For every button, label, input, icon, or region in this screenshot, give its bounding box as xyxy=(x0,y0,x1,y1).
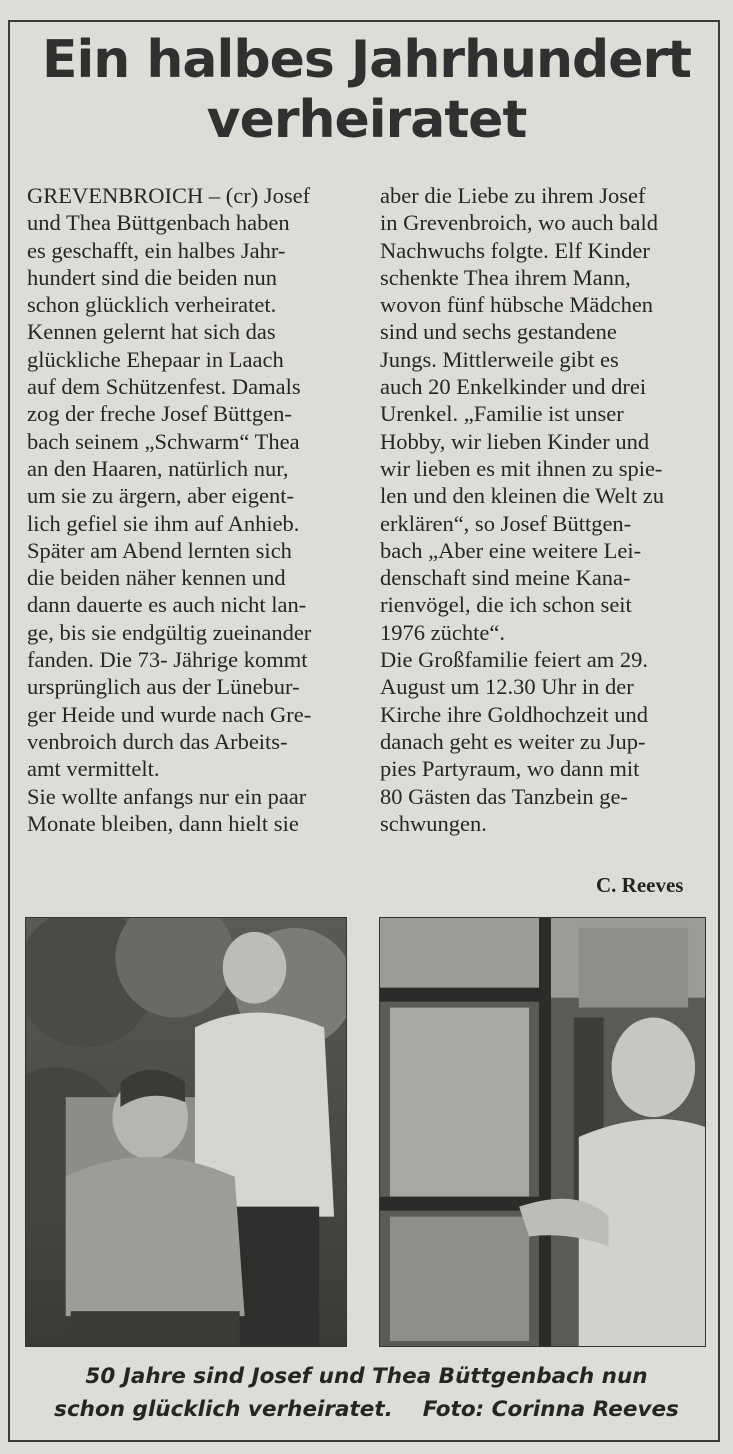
text-line: danach geht es weiter zu Jup- xyxy=(380,728,646,754)
text-line: Urenkel. „Familie ist unser xyxy=(380,401,624,427)
right-column xyxy=(380,182,710,837)
man-with-aviary-photo xyxy=(379,917,706,1347)
text-line: schwungen. xyxy=(380,810,487,836)
text-line: die beiden näher kennen und xyxy=(27,565,286,591)
text-line: erklären“, so Josef Büttgen- xyxy=(380,510,632,536)
headline-line-1: Ein halbes Jahrhundert xyxy=(41,30,692,90)
left-column xyxy=(27,182,362,837)
text-line: und Thea Büttgenbach haben xyxy=(27,210,290,236)
headline-line-2: verheiratet xyxy=(206,90,527,150)
text-line: Jungs. Mittlerweile gibt es xyxy=(380,346,619,372)
text-line: es geschafft, ein halbes Jahr- xyxy=(27,237,286,263)
text-line: zog der freche Josef Büttgen- xyxy=(27,401,292,427)
text-line: sind und sechs gestandene xyxy=(380,319,617,345)
text-line: Monate bleiben, dann hielt sie xyxy=(27,810,299,836)
text-line: schon glücklich verheiratet. xyxy=(27,292,277,318)
text-line: 1976 züchte“. xyxy=(380,619,505,645)
text-line: auch 20 Enkelkinder und drei xyxy=(380,374,647,400)
text-line: um sie zu ärgern, aber eigent- xyxy=(27,483,294,509)
text-line: wovon fünf hübsche Mädchen xyxy=(380,292,654,318)
text-line: glückliche Ehepaar in Laach xyxy=(27,346,284,372)
text-line: Später am Abend lernten sich xyxy=(27,537,292,563)
text-line: Sie wollte anfangs nur ein paar xyxy=(27,783,307,809)
text-line: venbroich durch das Arbeits- xyxy=(27,728,288,754)
text-line: len und den kleinen die Welt zu xyxy=(380,483,664,509)
text-line: wir lieben es mit ihnen zu spie- xyxy=(380,455,663,481)
text-line: aber die Liebe zu ihrem Josef xyxy=(380,183,646,208)
text-line: Hobby, wir lieben Kinder und xyxy=(380,428,650,454)
text-line: schenkte Thea ihrem Mann, xyxy=(380,264,631,290)
text-line: ger Heide und wurde nach Gre- xyxy=(27,701,312,727)
text-line: pies Partyraum, wo dann mit xyxy=(380,756,640,782)
text-line: bach seinem „Schwarm“ Thea xyxy=(27,428,300,454)
text-line: rienvögel, die ich schon seit xyxy=(380,592,632,618)
text-line: auf dem Schützenfest. Damals xyxy=(27,374,301,400)
text-line: Die Großfamilie feiert am 29. xyxy=(380,647,649,673)
photo-caption xyxy=(10,1360,723,1426)
text-line: fanden. Die 73- Jährige kommt xyxy=(27,647,308,673)
text-line: Kirche ihre Goldhochzeit und xyxy=(380,701,649,727)
text-line: hundert sind die beiden nun xyxy=(27,264,277,290)
caption-line-2: schon glücklich verheiratet. Foto: Corinna Reeves xyxy=(54,1397,679,1422)
headline xyxy=(10,30,723,150)
text-line: 80 Gästen das Tanzbein ge- xyxy=(380,783,628,809)
text-line: an den Haaren, natürlich nur, xyxy=(27,455,289,481)
text-line: GREVENBROICH – (cr) Josef xyxy=(27,183,311,208)
text-line: Kennen gelernt hat sich das xyxy=(27,319,276,345)
text-line: lich gefiel sie ihm auf Anhieb. xyxy=(27,510,300,536)
text-line: ge, bis sie endgültig zueinander xyxy=(27,619,312,645)
author-byline: C. Reeves xyxy=(596,873,684,897)
text-line: dann dauerte es auch nicht lan- xyxy=(27,592,307,618)
couple-photo xyxy=(25,917,347,1347)
caption-line-1: 50 Jahre sind Josef und Thea Büttgenbach nun xyxy=(85,1364,648,1389)
text-line: Nachwuchs folgte. Elf Kinder xyxy=(380,237,650,263)
text-line: August um 12.30 Uhr in der xyxy=(380,674,634,700)
text-line: denschaft sind meine Kana- xyxy=(380,565,631,591)
text-line: ursprünglich aus der Lünebur- xyxy=(27,674,300,700)
text-line: bach „Aber eine weitere Lei- xyxy=(380,537,642,563)
text-line: amt vermittelt. xyxy=(27,756,160,782)
text-line: in Grevenbroich, wo auch bald xyxy=(380,210,659,236)
